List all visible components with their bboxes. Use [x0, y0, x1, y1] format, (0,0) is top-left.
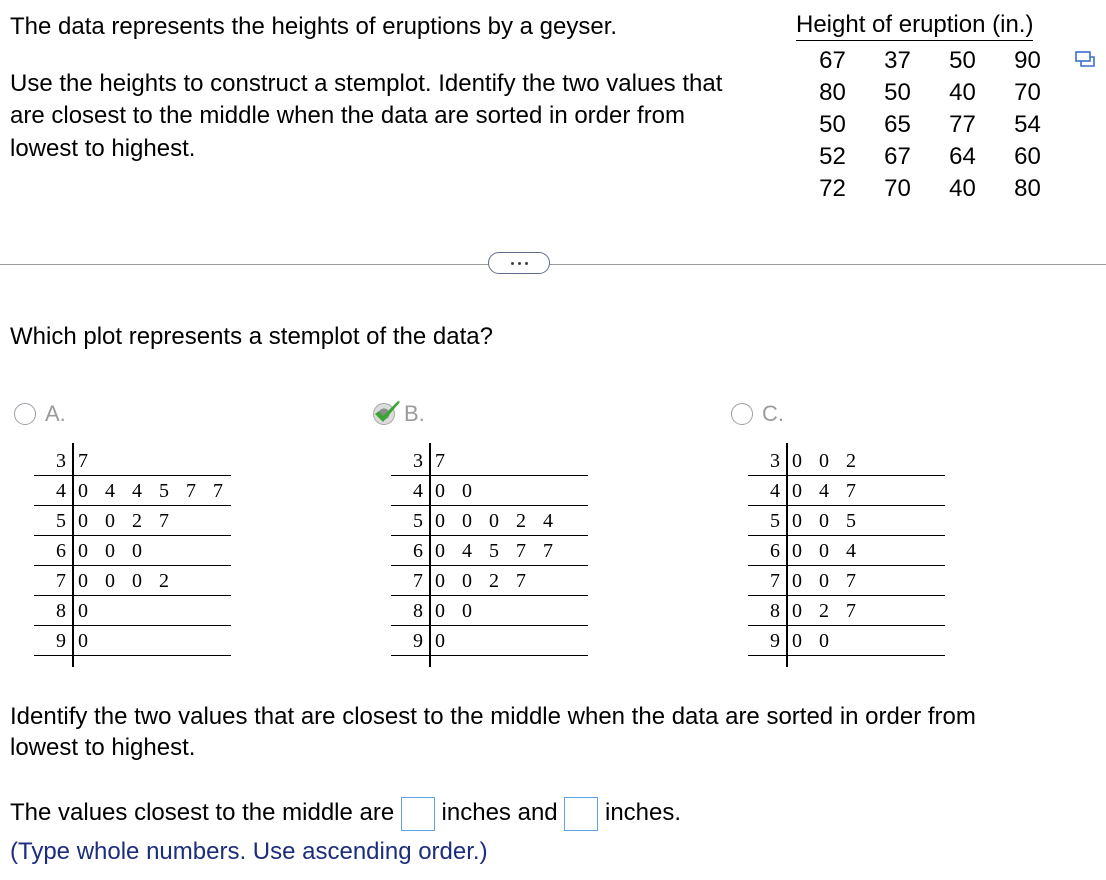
leaf-values: 0 — [435, 630, 451, 652]
stem-value: 3 — [770, 450, 780, 472]
answer-prefix: The values closest to the middle are — [10, 799, 395, 826]
stemplot-row — [748, 596, 945, 626]
stem-value: 7 — [413, 570, 423, 592]
stem-value: 4 — [770, 480, 780, 502]
data-cell: 67 — [819, 47, 846, 74]
stemplot-row — [748, 626, 945, 656]
leaf-values: 0 4 5 7 7 — [435, 540, 559, 562]
data-cell: 70 — [884, 175, 911, 202]
stemplot-row — [34, 446, 231, 476]
stem-value: 8 — [770, 600, 780, 622]
stemplot-row — [34, 596, 231, 626]
stem-value: 5 — [413, 510, 423, 532]
data-cell: 72 — [819, 175, 846, 202]
answer-line — [10, 796, 681, 831]
leaf-values: 0 0 2 7 — [78, 510, 175, 532]
data-cell: 80 — [1014, 175, 1041, 202]
data-cell: 65 — [884, 111, 911, 138]
data-cell: 67 — [884, 143, 911, 170]
answer-hint: (Type whole numbers. Use ascending order.) — [10, 838, 488, 865]
data-cell: 50 — [884, 79, 911, 106]
data-cell: 80 — [819, 79, 846, 106]
stem-value: 6 — [56, 540, 66, 562]
stem-value: 9 — [770, 630, 780, 652]
intro-text: The data represents the heights of eruptions by a geyser. — [10, 13, 618, 40]
stem-value: 4 — [413, 480, 423, 502]
stemplot-row — [34, 506, 231, 536]
ellipsis-icon — [511, 262, 514, 265]
stemplot-row — [34, 566, 231, 596]
stem-value: 8 — [413, 600, 423, 622]
leaf-values: 0 0 2 — [792, 450, 862, 472]
stemplot-row — [391, 596, 588, 626]
data-cell: 77 — [949, 111, 976, 138]
question-middle-line-1: Identify the two values that are closest to the middle when the data are sorted in order from — [10, 703, 976, 730]
data-cell: 37 — [884, 47, 911, 74]
stem-leaf-divider — [72, 443, 74, 667]
data-cell: 54 — [1014, 111, 1041, 138]
option-b[interactable] — [373, 400, 425, 428]
data-cell: 70 — [1014, 79, 1041, 106]
stemplot-row — [748, 536, 945, 566]
data-cell: 50 — [819, 111, 846, 138]
leaf-values: 0 0 — [435, 600, 478, 622]
radio-option-a[interactable] — [14, 403, 36, 425]
stemplot-row — [748, 446, 945, 476]
stemplot-row — [34, 536, 231, 566]
stem-value: 7 — [56, 570, 66, 592]
stem-value: 5 — [770, 510, 780, 532]
stemplot-b — [391, 446, 588, 656]
answer-suffix: inches. — [604, 799, 682, 826]
data-cell: 40 — [949, 175, 976, 202]
leaf-values: 0 4 4 5 7 7 — [78, 480, 229, 502]
stem-leaf-divider — [429, 443, 431, 667]
data-cell: 90 — [1014, 47, 1041, 74]
data-cell: 40 — [949, 79, 976, 106]
leaf-values: 0 4 7 — [792, 480, 862, 502]
answer-input-1[interactable] — [401, 797, 435, 831]
stemplot-row — [391, 626, 588, 656]
option-b-letter: B. — [404, 401, 425, 426]
stemplot-c — [748, 446, 945, 656]
instruction-line-1: Use the heights to construct a stemplot. Identify the two values that — [10, 70, 723, 97]
stemplot-a — [34, 446, 231, 656]
leaf-values: 7 — [435, 450, 451, 472]
data-table-title: Height of eruption (in.) — [796, 10, 1033, 41]
stem-value: 9 — [56, 630, 66, 652]
answer-input-2[interactable] — [564, 797, 598, 831]
stem-value: 6 — [770, 540, 780, 562]
stem-value: 5 — [56, 510, 66, 532]
instruction-line-3: lowest to highest. — [10, 135, 196, 162]
option-a-letter: A. — [45, 401, 66, 426]
checkmark-icon — [370, 398, 404, 428]
leaf-values: 0 2 7 — [792, 600, 862, 622]
radio-option-c[interactable] — [731, 403, 753, 425]
leaf-values: 0 0 — [435, 480, 478, 502]
stem-leaf-divider — [786, 443, 788, 667]
leaf-values: 0 0 — [792, 630, 835, 652]
copy-data-icon[interactable] — [1075, 51, 1095, 69]
leaf-values: 0 0 5 — [792, 510, 862, 532]
stem-value: 7 — [770, 570, 780, 592]
data-cell: 50 — [949, 47, 976, 74]
stemplot-row — [391, 446, 588, 476]
data-table — [800, 46, 1060, 204]
stemplot-row — [748, 506, 945, 536]
leaf-values: 0 0 2 7 — [435, 570, 532, 592]
data-cell: 52 — [819, 143, 846, 170]
stem-value: 8 — [56, 600, 66, 622]
stem-value: 9 — [413, 630, 423, 652]
stemplot-row — [748, 476, 945, 506]
option-c[interactable] — [731, 400, 784, 428]
stem-value: 6 — [413, 540, 423, 562]
expand-more-button[interactable] — [488, 252, 550, 274]
stemplot-row — [391, 566, 588, 596]
leaf-values: 0 0 0 — [78, 540, 148, 562]
stemplot-row — [391, 476, 588, 506]
section-divider — [0, 264, 1106, 265]
data-cell: 64 — [949, 143, 976, 170]
stem-value: 4 — [56, 480, 66, 502]
question-stemplot: Which plot represents a stemplot of the data? — [10, 323, 493, 350]
option-c-letter: C. — [762, 401, 784, 426]
leaf-values: 0 — [78, 630, 94, 652]
stemplot-row — [34, 626, 231, 656]
stem-value: 3 — [413, 450, 423, 472]
stemplot-row — [748, 566, 945, 596]
question-middle-line-2: lowest to highest. — [10, 734, 196, 761]
leaf-values: 0 0 0 2 4 — [435, 510, 559, 532]
leaf-values: 7 — [78, 450, 94, 472]
leaf-values: 0 0 0 2 — [78, 570, 175, 592]
radio-option-b[interactable] — [373, 403, 395, 425]
stemplot-row — [391, 536, 588, 566]
stem-value: 3 — [56, 450, 66, 472]
data-cell: 60 — [1014, 143, 1041, 170]
stemplot-row — [391, 506, 588, 536]
leaf-values: 0 0 7 — [792, 570, 862, 592]
leaf-values: 0 0 4 — [792, 540, 862, 562]
leaf-values: 0 — [78, 600, 94, 622]
answer-middle: inches and — [441, 799, 558, 826]
instruction-line-2: are closest to the middle when the data are sorted in order from — [10, 102, 686, 129]
option-a[interactable] — [14, 400, 66, 428]
stemplot-row — [34, 476, 231, 506]
